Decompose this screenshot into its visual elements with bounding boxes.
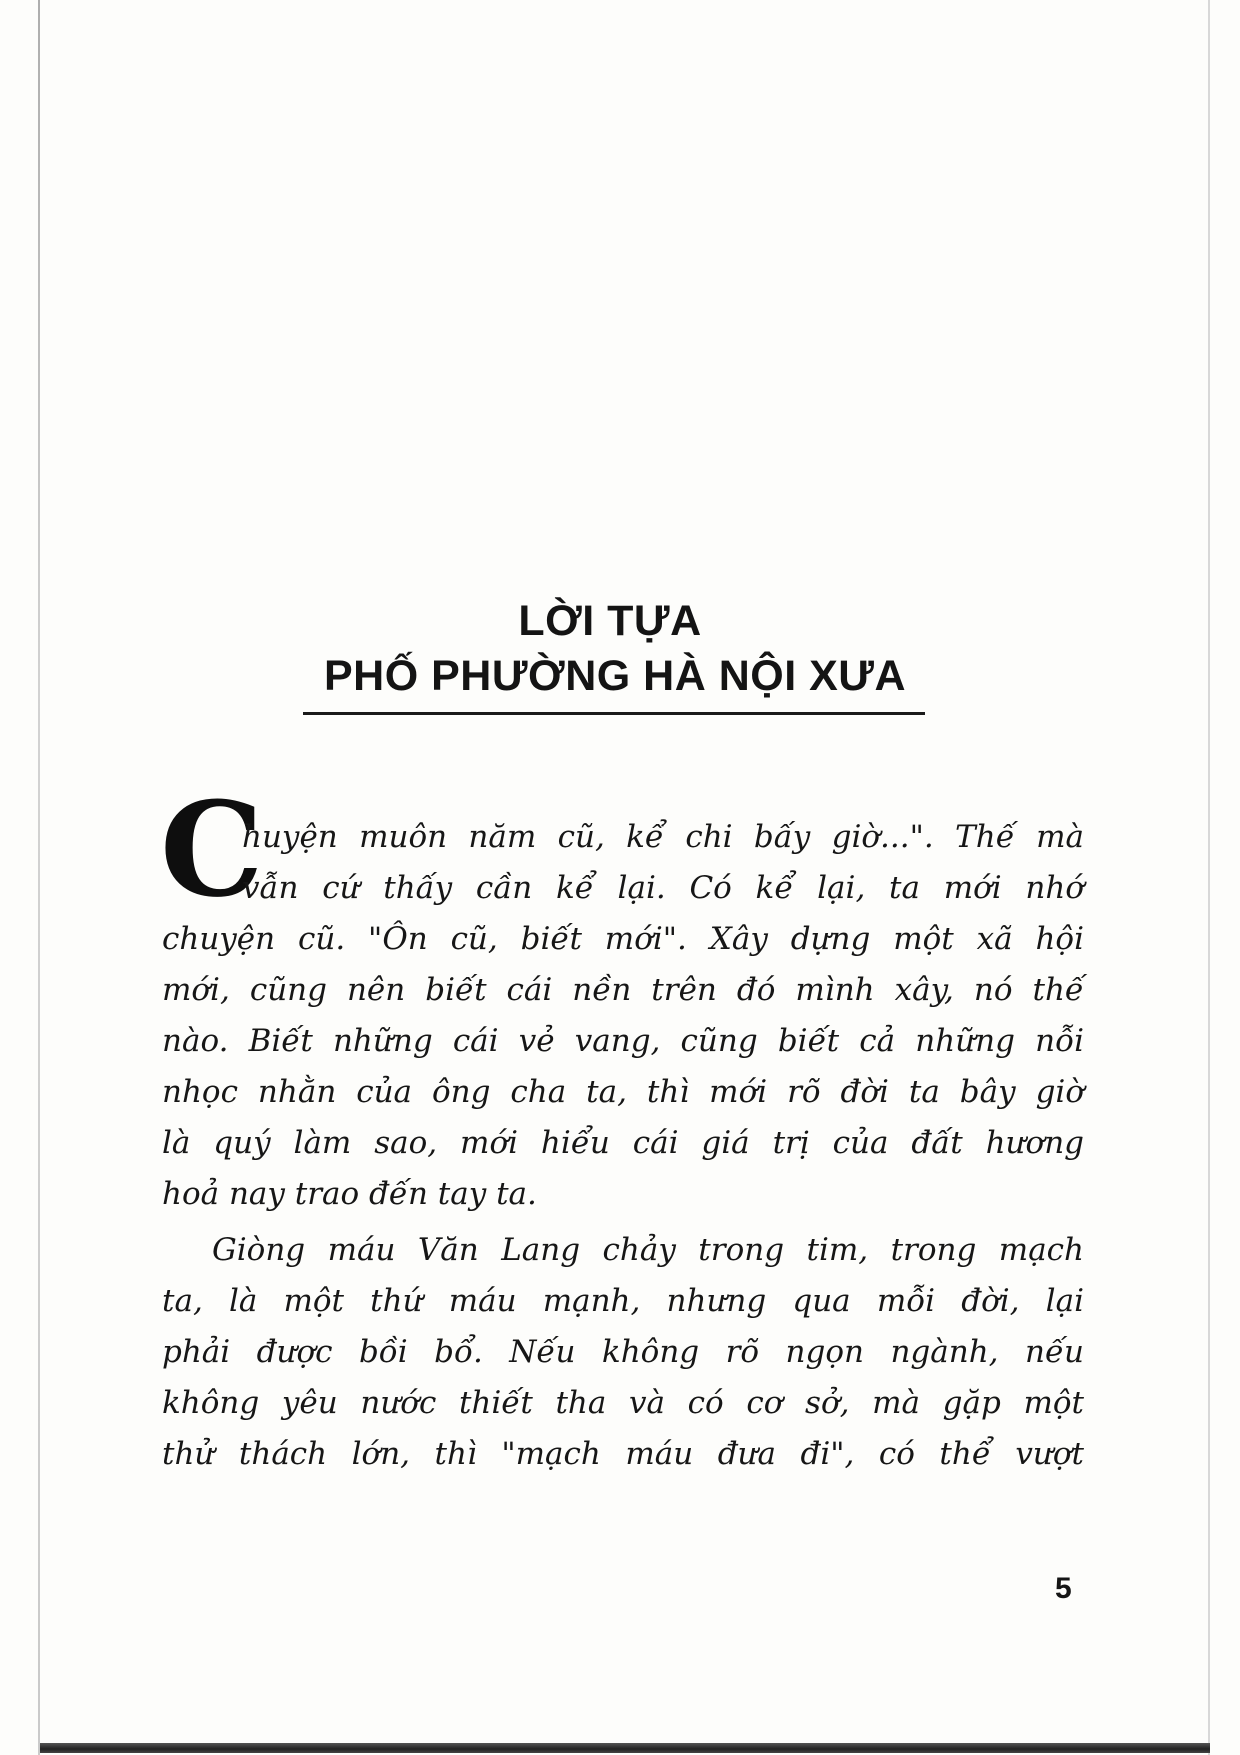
- page-left-edge: [38, 0, 40, 1755]
- paragraph-line: nào. Biết những cái vẻ vang, cũng biết cả những nỗi: [162, 1023, 1084, 1059]
- paragraph-1: [162, 812, 1084, 1220]
- paragraph-line: là quý làm sao, mới hiểu cái giá trị của đất hương: [162, 1125, 1084, 1161]
- paragraph-2: [162, 1225, 1084, 1480]
- paragraph-line: không yêu nước thiết tha và có cơ sở, mà gặp một: [162, 1385, 1084, 1421]
- paragraph-line: hoả nay trao đến tay ta.: [162, 1176, 537, 1212]
- paragraph-line: vẫn cứ thấy cần kể lại. Có kể lại, ta mới nhớ: [242, 870, 1084, 906]
- paragraph-line: chuyện cũ. "Ôn cũ, biết mới". Xây dựng một xã hội: [162, 921, 1084, 957]
- heading-underline: [303, 712, 925, 715]
- paragraph-line: Giòng máu Văn Lang chảy trong tim, trong mạch: [212, 1232, 1084, 1268]
- paragraph-line: thử thách lớn, thì "mạch máu đưa đi", có thể vượt: [162, 1436, 1084, 1472]
- paragraph-line: ta, là một thứ máu mạnh, nhưng qua mỗi đời, lại: [162, 1283, 1084, 1319]
- paragraph-line: nhọc nhằn của ông cha ta, thì mới rõ đời ta bây giờ: [162, 1074, 1084, 1110]
- heading-subtitle: PHỐ PHƯỜNG HÀ NỘI XƯA: [323, 652, 906, 700]
- page-right-edge: [1208, 0, 1210, 1755]
- paragraph-line: mới, cũng nên biết cái nền trên đó mình xây, nó thế: [162, 972, 1084, 1008]
- paragraph-line: phải được bồi bổ. Nếu không rõ ngọn ngành, nếu: [162, 1334, 1084, 1370]
- page-bottom-edge: [40, 1743, 1210, 1753]
- drop-cap: C: [160, 773, 264, 926]
- heading-title: LỜI TỰA: [518, 597, 702, 645]
- paragraph-line: huyện muôn năm cũ, kể chi bấy giờ...". Thế mà: [242, 819, 1084, 855]
- page-number: 5: [1055, 1572, 1072, 1605]
